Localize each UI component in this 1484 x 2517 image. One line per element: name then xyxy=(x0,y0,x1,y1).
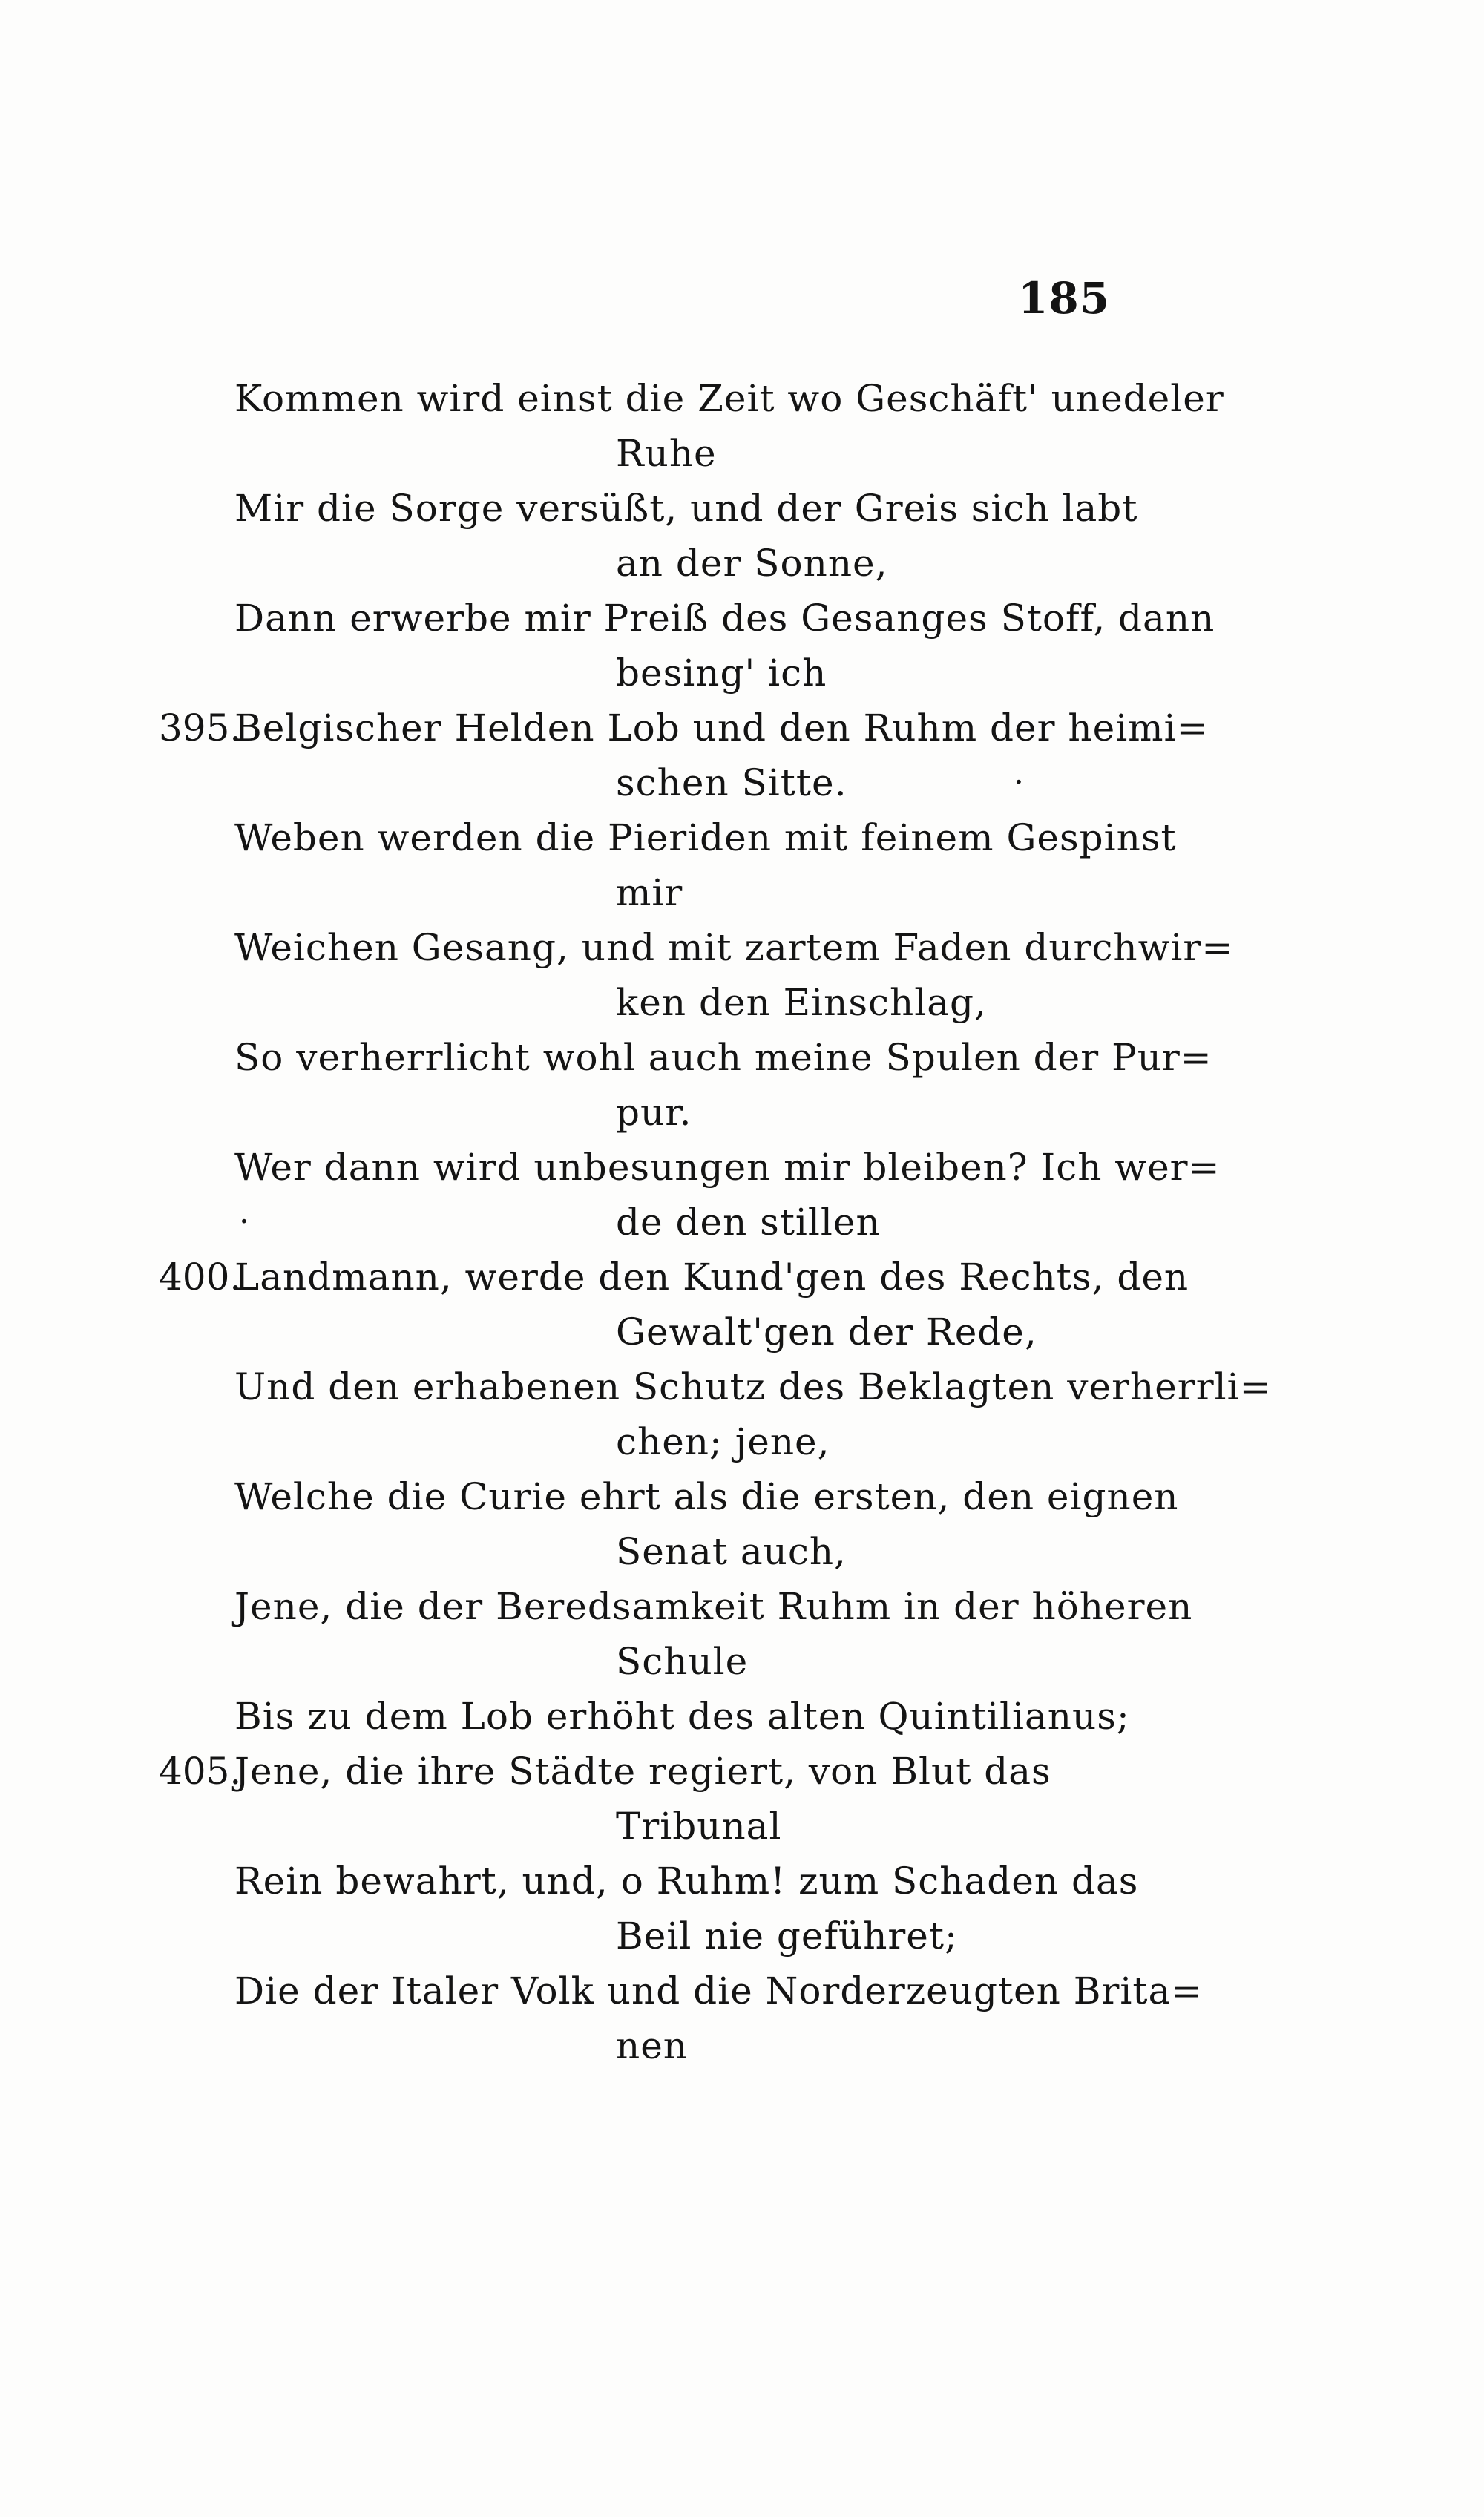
verse-line: Belgischer Helden Lob und den Ruhm der heimi= xyxy=(234,706,1209,749)
verse-line: Jene, die ihre Städte regiert, von Blut das xyxy=(234,1750,1051,1793)
verse-line: Weben werden die Pieriden mit feinem Gespinst xyxy=(234,816,1177,859)
verse-number: 395. xyxy=(159,706,242,749)
verse-line: Mir die Sorge versüßt, und der Greis sich labt xyxy=(234,487,1138,530)
verse-line-continuation: Gewalt'gen der Rede, xyxy=(616,1310,1037,1353)
verse-number: 400. xyxy=(159,1256,242,1299)
verse-line-continuation: Beil nie geführet; xyxy=(616,1914,958,1958)
verse-line: Weichen Gesang, und mit zartem Faden durchwir= xyxy=(234,926,1234,969)
verse-line-continuation: Schule xyxy=(616,1640,749,1683)
verse-line: Welche die Curie ehrt als die ersten, den eignen xyxy=(234,1475,1179,1518)
verse-line-continuation: nen xyxy=(616,2024,688,2067)
verse-line-continuation: de den stillen xyxy=(616,1201,881,1244)
verse-line: So verherrlicht wohl auch meine Spulen der Pur= xyxy=(234,1036,1212,1079)
verse-line-continuation: ken den Einschlag, xyxy=(616,981,987,1024)
verse-line-continuation: mir xyxy=(616,871,683,914)
verse-line-continuation: chen; jene, xyxy=(616,1420,830,1463)
page-number: 185 xyxy=(1018,273,1111,324)
verse-line-continuation: Ruhe xyxy=(616,432,717,475)
verse-line-continuation: besing' ich xyxy=(616,652,827,695)
verse-line-continuation: Senat auch, xyxy=(616,1530,847,1573)
verse-line-continuation: Tribunal xyxy=(616,1805,782,1848)
verse-line: Jene, die der Beredsamkeit Ruhm in der höheren xyxy=(234,1585,1193,1628)
verse-line: Die der Italer Volk und die Norderzeugten Brita= xyxy=(234,1969,1204,2012)
verse-line: Kommen wird einst die Zeit wo Geschäft' unedeler xyxy=(234,377,1224,420)
verse-line: Landmann, werde den Kund'gen des Rechts, den xyxy=(234,1256,1189,1299)
verse-line: Wer dann wird unbesungen mir bleiben? Ich wer= xyxy=(234,1146,1221,1189)
verse-line-continuation: schen Sitte. xyxy=(616,761,847,804)
verse-line-continuation: pur. xyxy=(616,1091,692,1134)
verse-line: Dann erwerbe mir Preiß des Gesanges Stoff, dann xyxy=(234,597,1215,640)
verse-line: Bis zu dem Lob erhöht des alten Quintilianus; xyxy=(234,1695,1130,1738)
verse-line: Und den erhabenen Schutz des Beklagten verherrli= xyxy=(234,1365,1272,1408)
verse-line: Rein bewahrt, und, o Ruhm! zum Schaden das xyxy=(234,1860,1139,1903)
verse-line-continuation: an der Sonne, xyxy=(616,542,888,585)
print-mark: · xyxy=(239,1203,249,1241)
verse-number: 405. xyxy=(159,1750,242,1793)
print-mark: · xyxy=(1014,764,1024,801)
